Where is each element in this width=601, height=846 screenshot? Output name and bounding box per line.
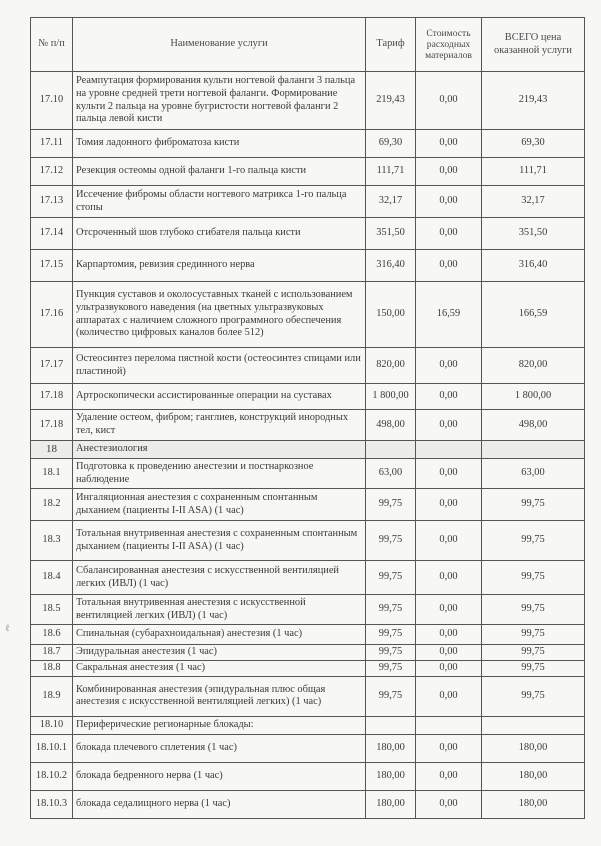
row-materials: 0,00 bbox=[416, 790, 482, 818]
row-tariff: 180,00 bbox=[366, 762, 416, 790]
row-name: Комбинированная анестезия (эпидуральная плюс общая анестезия с искусственной вентиляцией легких) (1 час) bbox=[73, 676, 366, 716]
row-num: 18.8 bbox=[31, 660, 73, 676]
row-materials: 0,00 bbox=[416, 130, 482, 158]
row-name: Резекция остеомы одной фаланги 1-го пальца кисти bbox=[73, 158, 366, 186]
row-num: 17.18 bbox=[31, 384, 73, 410]
row-name: Эпидуральная анестезия (1 час) bbox=[73, 645, 366, 661]
row-num: 18 bbox=[31, 441, 73, 459]
row-name: Иссечение фибромы области ногтевого матрикса 1-го пальца стопы bbox=[73, 186, 366, 218]
tariff-table bbox=[30, 17, 585, 819]
table-row bbox=[31, 489, 585, 521]
row-num: 18.6 bbox=[31, 625, 73, 645]
row-tariff bbox=[366, 441, 416, 459]
header-materials: Стоимость расходных материалов bbox=[416, 18, 482, 72]
row-tariff: 69,30 bbox=[366, 130, 416, 158]
row-name: Спинальная (субарахноидальная) анестезия (1 час) bbox=[73, 625, 366, 645]
table-row bbox=[31, 384, 585, 410]
row-total bbox=[482, 441, 585, 459]
row-total: 99,75 bbox=[482, 676, 585, 716]
header-total: ВСЕГО цена оказанной услуги bbox=[482, 18, 585, 72]
row-tariff: 99,75 bbox=[366, 489, 416, 521]
row-tariff: 99,75 bbox=[366, 660, 416, 676]
row-num: 17.11 bbox=[31, 130, 73, 158]
row-total: 99,75 bbox=[482, 660, 585, 676]
table-row bbox=[31, 72, 585, 130]
row-tariff: 820,00 bbox=[366, 348, 416, 384]
row-num: 18.10 bbox=[31, 716, 73, 734]
table-row bbox=[31, 441, 585, 459]
row-num: 17.15 bbox=[31, 250, 73, 282]
row-materials: 0,00 bbox=[416, 625, 482, 645]
row-materials: 0,00 bbox=[416, 645, 482, 661]
row-num: 17.14 bbox=[31, 218, 73, 250]
row-materials: 0,00 bbox=[416, 348, 482, 384]
row-total: 166,59 bbox=[482, 282, 585, 348]
table-row bbox=[31, 625, 585, 645]
table-row bbox=[31, 250, 585, 282]
row-materials: 0,00 bbox=[416, 459, 482, 489]
row-name: Остеосинтез перелома пястной кости (остеосинтез спицами или пластиной) bbox=[73, 348, 366, 384]
row-total bbox=[482, 716, 585, 734]
row-total: 32,17 bbox=[482, 186, 585, 218]
row-materials: 0,00 bbox=[416, 158, 482, 186]
row-total: 180,00 bbox=[482, 790, 585, 818]
row-tariff: 99,75 bbox=[366, 561, 416, 595]
row-name: Отсроченный шов глубоко сгибателя пальца кисти bbox=[73, 218, 366, 250]
row-name: Тотальная внутривенная анестезия с сохраненным спонтанным дыханием (пациенты I-II ASA) (1 час) bbox=[73, 521, 366, 561]
row-name: Артроскопически ассистированные операции на суставах bbox=[73, 384, 366, 410]
table-row bbox=[31, 410, 585, 441]
row-num: 18.10.3 bbox=[31, 790, 73, 818]
row-total: 99,75 bbox=[482, 561, 585, 595]
table-row bbox=[31, 660, 585, 676]
row-tariff: 99,75 bbox=[366, 595, 416, 625]
row-num: 18.10.2 bbox=[31, 762, 73, 790]
table-row bbox=[31, 459, 585, 489]
table-row bbox=[31, 130, 585, 158]
row-total: 820,00 bbox=[482, 348, 585, 384]
row-materials: 0,00 bbox=[416, 218, 482, 250]
row-materials: 0,00 bbox=[416, 186, 482, 218]
row-materials: 0,00 bbox=[416, 250, 482, 282]
row-tariff: 180,00 bbox=[366, 790, 416, 818]
row-total: 498,00 bbox=[482, 410, 585, 441]
table-row bbox=[31, 186, 585, 218]
table-row bbox=[31, 521, 585, 561]
row-num: 18.2 bbox=[31, 489, 73, 521]
table-row bbox=[31, 282, 585, 348]
row-total: 99,75 bbox=[482, 595, 585, 625]
header-tariff: Тариф bbox=[366, 18, 416, 72]
table-row bbox=[31, 561, 585, 595]
row-name: Тотальная внутривенная анестезия с искусственной вентиляцией легких (ИВЛ) (1 час) bbox=[73, 595, 366, 625]
row-name: Подготовка к проведению анестезии и постнаркозное наблюдение bbox=[73, 459, 366, 489]
header-num: № п/п bbox=[31, 18, 73, 72]
table-row bbox=[31, 676, 585, 716]
row-num: 17.17 bbox=[31, 348, 73, 384]
row-name: Карпартомия, ревизия срединного нерва bbox=[73, 250, 366, 282]
row-num: 17.13 bbox=[31, 186, 73, 218]
row-num: 18.7 bbox=[31, 645, 73, 661]
table-row bbox=[31, 790, 585, 818]
table-row bbox=[31, 218, 585, 250]
row-num: 17.18 bbox=[31, 410, 73, 441]
row-name: Пункция суставов и околосуставных тканей с использованием ультразвукового наведения (на цветных ультразвуковых аппаратах с наличием сложного программного обеспечения (количество цифровых каналов более 512) bbox=[73, 282, 366, 348]
table-header bbox=[31, 18, 585, 72]
row-name: Томия ладонного фиброматоза кисти bbox=[73, 130, 366, 158]
row-name: Периферические регионарные блокады: bbox=[73, 716, 366, 734]
row-total: 351,50 bbox=[482, 218, 585, 250]
row-tariff: 1 800,00 bbox=[366, 384, 416, 410]
row-total: 69,30 bbox=[482, 130, 585, 158]
row-total: 63,00 bbox=[482, 459, 585, 489]
row-total: 99,75 bbox=[482, 645, 585, 661]
row-num: 18.3 bbox=[31, 521, 73, 561]
row-materials: 0,00 bbox=[416, 410, 482, 441]
row-materials: 0,00 bbox=[416, 676, 482, 716]
table-body bbox=[31, 72, 585, 819]
row-tariff: 99,75 bbox=[366, 676, 416, 716]
row-tariff: 111,71 bbox=[366, 158, 416, 186]
row-tariff: 316,40 bbox=[366, 250, 416, 282]
table-row bbox=[31, 716, 585, 734]
row-tariff: 99,75 bbox=[366, 625, 416, 645]
row-tariff: 219,43 bbox=[366, 72, 416, 130]
row-materials: 0,00 bbox=[416, 734, 482, 762]
row-tariff bbox=[366, 716, 416, 734]
row-tariff: 498,00 bbox=[366, 410, 416, 441]
row-tariff: 351,50 bbox=[366, 218, 416, 250]
row-tariff: 180,00 bbox=[366, 734, 416, 762]
row-name: блокада плечевого сплетения (1 час) bbox=[73, 734, 366, 762]
row-name: Ингаляционная анестезия с сохраненным спонтанным дыханием (пациенты I-II ASA) (1 час) bbox=[73, 489, 366, 521]
row-materials: 0,00 bbox=[416, 521, 482, 561]
row-name: Сакральная анестезия (1 час) bbox=[73, 660, 366, 676]
row-materials bbox=[416, 441, 482, 459]
row-name: блокада седалищного нерва (1 час) bbox=[73, 790, 366, 818]
row-total: 180,00 bbox=[482, 762, 585, 790]
row-name: Сбалансированная анестезия с искусственной вентиляцией легких (ИВЛ) (1 час) bbox=[73, 561, 366, 595]
row-total: 99,75 bbox=[482, 489, 585, 521]
row-total: 1 800,00 bbox=[482, 384, 585, 410]
table-row bbox=[31, 595, 585, 625]
row-name: Удаление остеом, фибром; ганглиев, конструкций инородных тел, кист bbox=[73, 410, 366, 441]
row-total: 180,00 bbox=[482, 734, 585, 762]
row-materials: 0,00 bbox=[416, 72, 482, 130]
row-materials: 0,00 bbox=[416, 660, 482, 676]
row-num: 17.10 bbox=[31, 72, 73, 130]
row-tariff: 99,75 bbox=[366, 521, 416, 561]
row-num: 17.16 bbox=[31, 282, 73, 348]
row-num: 18.5 bbox=[31, 595, 73, 625]
row-total: 111,71 bbox=[482, 158, 585, 186]
row-tariff: 32,17 bbox=[366, 186, 416, 218]
row-num: 18.9 bbox=[31, 676, 73, 716]
row-materials: 16,59 bbox=[416, 282, 482, 348]
row-total: 219,43 bbox=[482, 72, 585, 130]
scan-mark: ℓ bbox=[5, 623, 10, 634]
row-total: 99,75 bbox=[482, 521, 585, 561]
row-tariff: 99,75 bbox=[366, 645, 416, 661]
row-num: 18.10.1 bbox=[31, 734, 73, 762]
row-tariff: 63,00 bbox=[366, 459, 416, 489]
table-row bbox=[31, 348, 585, 384]
table-row bbox=[31, 734, 585, 762]
row-num: 18.1 bbox=[31, 459, 73, 489]
row-name: блокада бедренного нерва (1 час) bbox=[73, 762, 366, 790]
row-name: Реампутация формирования культи ногтевой фаланги 3 пальца на уровне средней трети ногтевой фаланги. Формирование культи 2 пальца на уровне бугристости ногтевой фаланги 2 пальца левой кисти bbox=[73, 72, 366, 130]
row-materials bbox=[416, 716, 482, 734]
table-row bbox=[31, 158, 585, 186]
row-materials: 0,00 bbox=[416, 489, 482, 521]
row-total: 316,40 bbox=[482, 250, 585, 282]
row-materials: 0,00 bbox=[416, 561, 482, 595]
row-materials: 0,00 bbox=[416, 762, 482, 790]
row-num: 17.12 bbox=[31, 158, 73, 186]
row-materials: 0,00 bbox=[416, 595, 482, 625]
table-row bbox=[31, 762, 585, 790]
row-num: 18.4 bbox=[31, 561, 73, 595]
header-name: Наименование услуги bbox=[73, 18, 366, 72]
row-tariff: 150,00 bbox=[366, 282, 416, 348]
row-name: Анестезиология bbox=[73, 441, 366, 459]
table-row bbox=[31, 645, 585, 661]
row-materials: 0,00 bbox=[416, 384, 482, 410]
row-total: 99,75 bbox=[482, 625, 585, 645]
